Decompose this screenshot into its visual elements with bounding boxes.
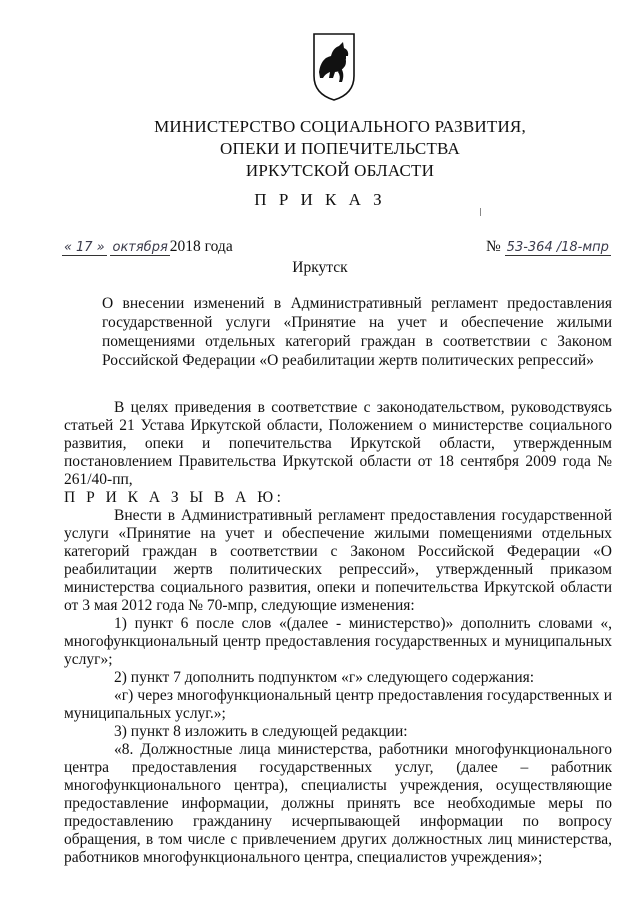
document-title: П Р И К А З [254, 190, 386, 209]
order-number [486, 238, 611, 256]
number-label: № [486, 238, 501, 255]
number-suffix: /18-мпр [556, 240, 609, 255]
order-date [62, 238, 233, 256]
ministry-name [150, 116, 530, 182]
date-open-quote: « [64, 240, 73, 255]
command-word: П Р И К А З Ы В А Ю: [64, 489, 285, 506]
date-year: 2018 года [169, 238, 233, 255]
number-value: 53-364 [506, 240, 553, 255]
paragraph-2: 1) пункт 6 после слов «(далее - министерство)» дополнить словами «, многофункциональный центр предоставления государственных и муниципальных услуг»; [64, 615, 612, 668]
city: Иркутск [292, 259, 348, 276]
coat-of-arms-icon [311, 32, 357, 102]
paragraph-4: «г) через многофункциональный центр предоставления государственных и муниципальных услуг.»; [64, 687, 612, 722]
stray-mark [480, 208, 483, 216]
paragraph-6: «8. Должностные лица министерства, работники многофункционального центра предоставления государственных услуг, (далее – работник многофункционального центра), специалисты учреждения, осуществляющие предоставление информации, должны принять все необходимые меры по предоставлению гражданину исчерпывающей информации по вопросу обращения, в том числе с привлечением других должностных лиц министерства, работников многофункционального центра, специалистов учреждения»; [64, 741, 612, 866]
date-close-quote: » [96, 240, 105, 255]
ministry-line-2: ОПЕКИ И ПОПЕЧИТЕЛЬСТВА [220, 139, 460, 158]
paragraph-1: Внести в Административный регламент предоставления государственной услуги «Принятие на учет и обеспечение жилыми помещениями отдельных категорий граждан в соответствии с Законом Российской Федерации «О реабилитации жертв политических репрессий», утвержденный приказом министерства социального развития, опеки и попечительства Иркутской области от 3 мая 2012 года № 70-мпр, следующие изменения: [64, 507, 612, 614]
ministry-line-3: ИРКУТСКОЙ ОБЛАСТИ [245, 161, 435, 180]
paragraph-3: 2) пункт 7 дополнить подпунктом «г» следующего содержания: [114, 669, 535, 686]
preamble: В целях приведения в соответствие с законодательством, руководствуясь статьей 21 Устава Иркутской области, Положением о министерстве социального развития, опеки и попечительства Иркутской области, утвержденным постановлением Правительства Иркутской области от 18 сентября 2009 года № 261/40-пп, [64, 399, 612, 488]
paragraph-5: 3) пункт 8 изложить в следующей редакции: [114, 723, 408, 740]
date-month: октября [112, 240, 168, 255]
date-day: 17 [76, 240, 93, 255]
ministry-line-1: МИНИСТЕРСТВО СОЦИАЛЬНОГО РАЗВИТИЯ, [154, 117, 526, 136]
order-subject: О внесении изменений в Административный регламент предоставления государственной услуги «Принятие на учет и обеспечение жилыми помещениями отдельных категорий граждан в соответствии с Законом Российской Федерации «О реабилитации жертв политических репрессий» [102, 295, 612, 369]
order-body [64, 399, 612, 867]
